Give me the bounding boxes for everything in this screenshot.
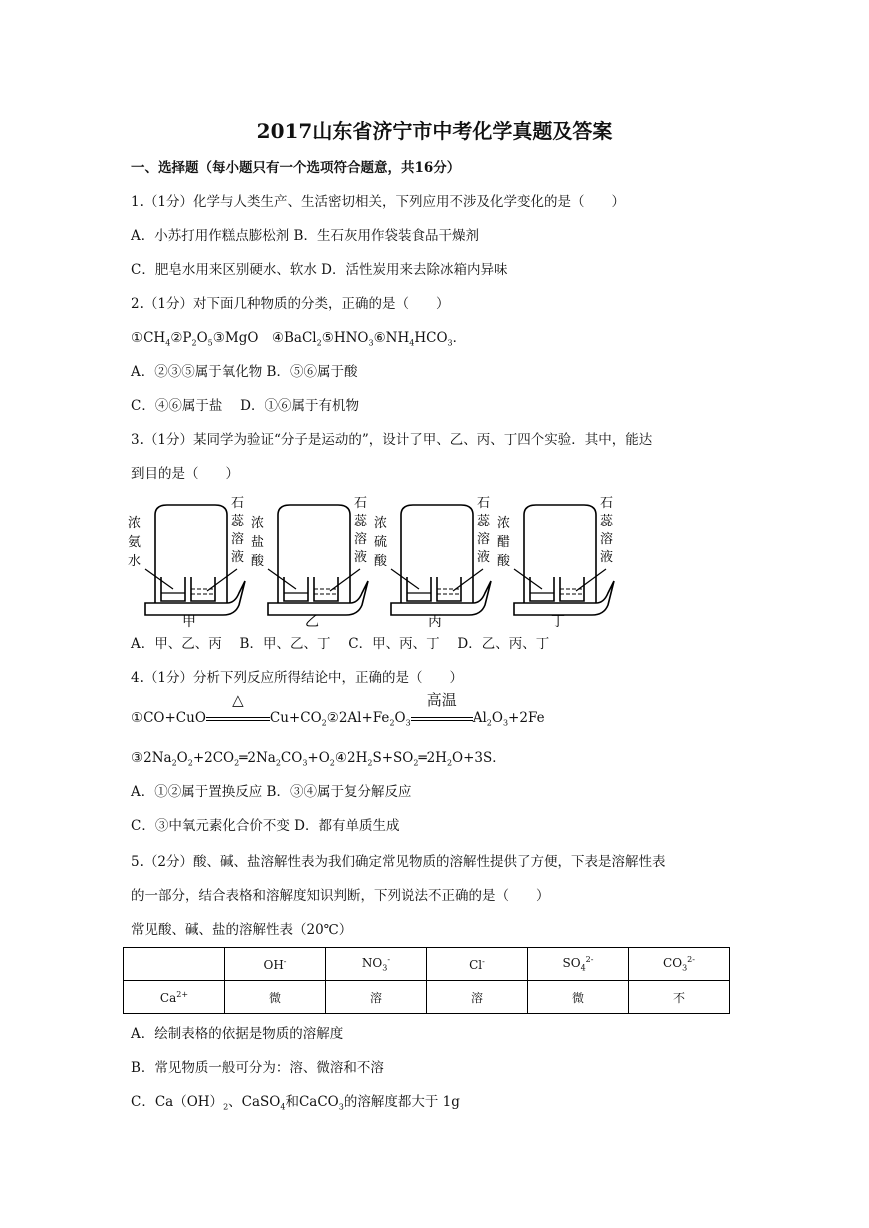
experiment-figure [127, 493, 614, 629]
apparatus-caption: 甲 [182, 613, 196, 629]
indicator-label-char: 液 [600, 549, 614, 564]
indicator-label-char: 蕊 [477, 513, 491, 528]
question-4-options-cd: C．③中氧元素化合价不变 D．都有单质生成 [131, 818, 400, 834]
apparatus-caption: 丙 [428, 613, 442, 629]
indicator-label-char: 石 [477, 495, 491, 510]
question-3-options: A．甲、乙、丙 B．甲、乙、丁 C．甲、丙、丁 D．乙、丙、丁 [131, 636, 550, 652]
heat-condition: △ [206, 708, 270, 728]
question-5-option-a: A．绘制表格的依据是物质的溶解度 [131, 1026, 344, 1042]
indicator-label-char: 石 [231, 495, 245, 510]
indicator-label-char: 液 [354, 549, 368, 564]
anion-no3: $NO_3^-$ [326, 948, 427, 981]
vessel-label-char: 水 [128, 553, 142, 568]
question-5-stem-line1: 5.（2分）酸、碱、盐溶解性表为我们确定常见物质的溶解性提供了方便，下表是溶解性表 [131, 854, 666, 870]
question-2-substances: $①CH_4②P_2O_5③MgO$ $④BaCl_2⑤HNO_3⑥NH_4HCO_3$． [131, 330, 467, 348]
question-5-stem-line2: 的一部分，结合表格和溶解度知识判断，下列说法不正确的是（ ） [131, 888, 550, 904]
anion-co3: $CO_3^{2-}$ [629, 948, 730, 981]
table-cell: 溶 [326, 981, 427, 1014]
indicator-label-char: 蕊 [354, 513, 368, 528]
question-5-option-c: C．$Ca(OH)_2$、CaSO$_4$和CaCO$_3$的溶解度都大于 1g [131, 1094, 460, 1112]
table-row [124, 981, 730, 1014]
apparatus-jia [128, 495, 245, 629]
question-5-option-b: B．常见物质一般可分为：溶、微溶和不溶 [131, 1060, 384, 1076]
cation-ca: $Ca^{2+}$ [124, 981, 225, 1014]
apparatus-yi [251, 495, 368, 629]
question-1-options-ab: A．小苏打用作糕点膨松剂 B．生石灰用作袋装食品干燥剂 [131, 228, 479, 244]
indicator-label-char: 蕊 [231, 513, 245, 528]
vessel-label-char: 浓 [128, 515, 142, 530]
vessel-label-char: 盐 [251, 534, 265, 549]
table-header-row [124, 948, 730, 981]
vessel-label-char: 酸 [497, 553, 511, 568]
question-3-stem-line1: 3.（1分）某同学为验证“分子是运动的”，设计了甲、乙、丙、丁四个实验．其中，能达 [131, 432, 653, 448]
high-temp-condition: 高温 [411, 708, 473, 728]
apparatus-caption: 丁 [551, 613, 565, 629]
apparatus-caption: 乙 [305, 613, 319, 629]
indicator-label-char: 溶 [231, 531, 245, 546]
table-cell: 溶 [427, 981, 528, 1014]
question-4-stem: 4.（1分）分析下列反应所得结论中，正确的是（ ） [131, 670, 463, 686]
indicator-label-char: 溶 [477, 531, 491, 546]
table-caption: 常见酸、碱、盐的溶解性表（20℃） [131, 922, 353, 938]
table-corner-cell [124, 948, 225, 981]
indicator-label-char: 溶 [600, 531, 614, 546]
indicator-label-char: 液 [477, 549, 491, 564]
table-cell: 微 [225, 981, 326, 1014]
question-4-options-ab: A．①②属于置换反应 B．③④属于复分解反应 [131, 784, 412, 800]
table-cell: 不 [629, 981, 730, 1014]
section-heading: 一、选择题（每小题只有一个选项符合题意，共16分） [131, 160, 461, 176]
indicator-label-char: 蕊 [600, 513, 614, 528]
question-1-stem: 1.（1分）化学与人类生产、生活密切相关，下列应用不涉及化学变化的是（ ） [131, 194, 625, 210]
apparatus-bing [374, 495, 491, 629]
vessel-label-char: 酸 [251, 553, 265, 568]
question-2-stem: 2.（1分）对下面几种物质的分类，正确的是（ ） [131, 296, 450, 312]
indicator-label-char: 溶 [354, 531, 368, 546]
question-3-stem-line2: 到目的是（ ） [131, 466, 239, 482]
vessel-label-char: 醋 [497, 534, 511, 549]
solubility-table [123, 947, 730, 1014]
vessel-label-char: 浓 [497, 515, 511, 530]
vessel-label-char: 浓 [251, 515, 265, 530]
question-1-options-cd: C．肥皂水用来区别硬水、软水 D．活性炭用来去除冰箱内异味 [131, 262, 508, 278]
page-title: 2017山东省济宁市中考化学真题及答案 [256, 119, 613, 143]
apparatus-ding [497, 495, 614, 629]
vessel-label-char: 氨 [128, 534, 142, 549]
indicator-label-char: 石 [600, 495, 614, 510]
anion-cl: Cl- [427, 948, 528, 981]
reaction-3-4: $③2Na_2O_2+2CO_2═2Na_2CO_3+O_2④2H_2S+SO_2═2H_2O+3S$． [131, 750, 506, 768]
indicator-label-char: 液 [231, 549, 245, 564]
reaction-1-2: ①CO+CuO △ $Cu+CO_2②2Al+Fe_2O_3$ 高温 $Al_2O_3+2Fe$ [131, 691, 545, 728]
indicator-label-char: 石 [354, 495, 368, 510]
anion-so4: $SO_4^{2-}$ [528, 948, 629, 981]
table-cell: 微 [528, 981, 629, 1014]
vessel-label-char: 酸 [374, 553, 388, 568]
question-2-options-cd: C．④⑥属于盐 D．①⑥属于有机物 [131, 398, 359, 414]
question-2-options-ab: A．②③⑤属于氧化物 B．⑤⑥属于酸 [131, 364, 358, 380]
anion-oh: OH- [225, 948, 326, 981]
vessel-label-char: 硫 [374, 534, 388, 549]
vessel-label-char: 浓 [374, 515, 388, 530]
